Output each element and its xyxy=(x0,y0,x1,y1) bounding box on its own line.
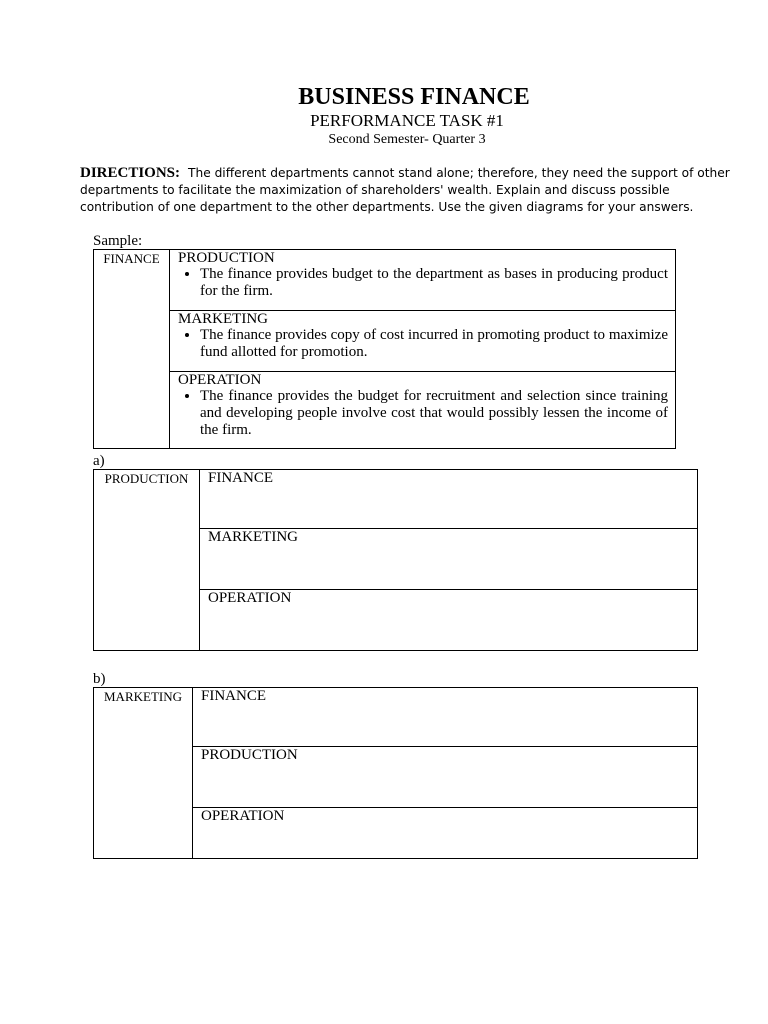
document-title: BUSINESS FINANCE xyxy=(298,84,530,110)
table-a-department-cell: PRODUCTION xyxy=(94,470,200,650)
table-a-label: a) xyxy=(93,453,105,469)
sample-row-heading: MARKETING xyxy=(178,311,268,327)
directions-paragraph xyxy=(80,165,730,216)
table-b-department-cell: MARKETING xyxy=(94,688,193,858)
table-a-row-heading: OPERATION xyxy=(208,590,292,606)
table-b-row-operation[interactable] xyxy=(193,807,697,858)
sample-bullet: • The finance provides copy of cost incurred in promoting product to maximize fund allotted for promotion. xyxy=(200,327,668,361)
table-b-row-production[interactable] xyxy=(193,746,697,807)
table-a-row-operation[interactable] xyxy=(200,589,697,650)
semester-label: Second Semester- Quarter 3 xyxy=(328,132,486,147)
sample-row-heading: PRODUCTION xyxy=(178,250,275,266)
document-subtitle: PERFORMANCE TASK #1 xyxy=(310,111,504,130)
directions-lead: DIRECTIONS: xyxy=(80,165,181,181)
table-a-row-heading: MARKETING xyxy=(208,529,298,545)
sample-label: Sample: xyxy=(93,233,143,249)
table-a-row-finance[interactable] xyxy=(200,470,697,528)
sample-row-heading: OPERATION xyxy=(178,372,262,388)
sample-row-operation xyxy=(170,371,675,448)
sample-row-marketing xyxy=(170,310,675,371)
sample-bullet: • The finance provides budget to the department as bases in producing product for the firm. xyxy=(200,266,668,300)
table-b-row-heading: PRODUCTION xyxy=(201,747,298,763)
table-a-row-heading: FINANCE xyxy=(208,470,274,486)
directions-text: The different departments cannot stand alone; therefore, they need the support of other departments to facilitate the maximization of shareholders' wealth. Explain and discuss possible contribution of one department to the other departments. Use the given diagrams for your answers. xyxy=(80,166,730,214)
table-b xyxy=(93,687,698,859)
sample-bullet: • The finance provides the budget for recruitment and selection since training and developing people involve cost that would possibly lessen the income of the firm. xyxy=(200,388,668,439)
table-b-row-heading: OPERATION xyxy=(201,808,285,824)
sample-row-production xyxy=(170,250,675,310)
table-a xyxy=(93,469,698,651)
table-b-row-heading: FINANCE xyxy=(201,688,267,704)
table-a-row-marketing[interactable] xyxy=(200,528,697,589)
table-b-row-finance[interactable] xyxy=(193,688,697,746)
table-b-label: b) xyxy=(93,671,106,687)
sample-table xyxy=(93,249,676,449)
sample-department-cell: FINANCE xyxy=(94,250,170,448)
